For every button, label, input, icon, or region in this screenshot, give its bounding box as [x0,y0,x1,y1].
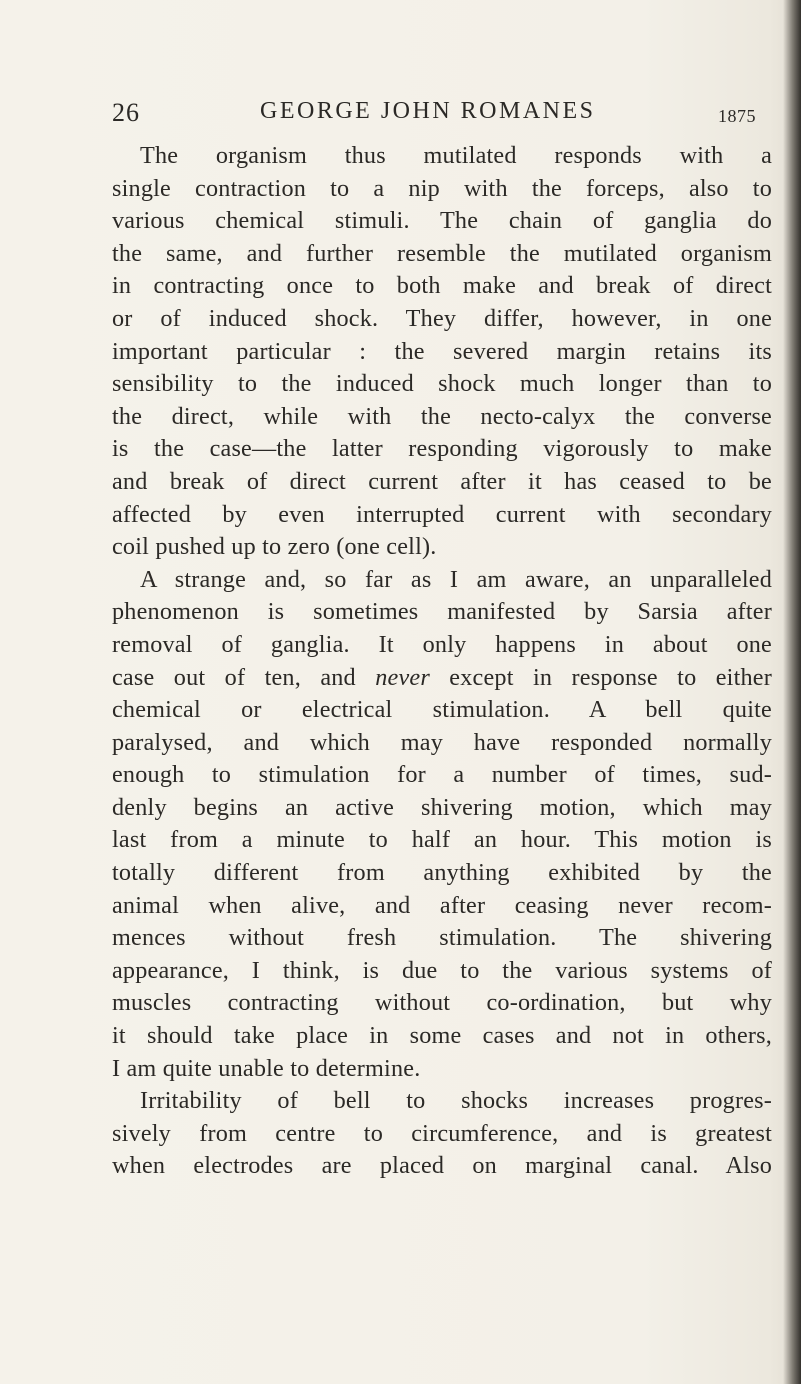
text-line: the direct, while with the necto-calyx the converse [112,402,772,430]
text-line: mences without fresh stimulation. The shivering [112,924,772,952]
page-gutter-shadow [783,0,801,1384]
running-year: 1875 [718,106,756,126]
text-line: sively from centre to circumference, and is greatest [112,1119,772,1147]
text-line: removal of ganglia. It only happens in about one [112,630,772,658]
text-line: when electrodes are placed on marginal canal. Also [112,1152,772,1180]
text-line: it should take place in some cases and not in others, [112,1022,772,1050]
running-header [112,98,772,142]
text-line: single contraction to a nip with the forceps, also to [112,174,772,202]
text-line: totally different from anything exhibited by the [112,859,772,887]
text-line: last from a minute to half an hour. This motion is [112,826,772,854]
running-title: GEORGE JOHN ROMANES [260,98,596,124]
text-line: A strange and, so far as I am aware, an unparalleled [140,565,772,593]
text-line: coil pushed up to zero (one cell). [112,533,437,561]
text-line: The organism thus mutilated responds with a [140,142,772,169]
text-line-with-italic [112,662,772,695]
text-run: case out of ten, and [112,663,376,691]
page-number: 26 [112,98,140,127]
text-line: sensibility to the induced shock much longer than to [112,370,772,398]
text-line: phenomenon is sometimes manifested by Sarsia after [112,598,772,626]
text-line: chemical or electrical stimulation. A bell quite [112,696,772,724]
text-line: in contracting once to both make and break of direct [112,272,772,300]
text-line: various chemical stimuli. The chain of ganglia do [112,207,772,235]
text-line: or of induced shock. They differ, however, in one [112,304,772,332]
text-line: Irritability of bell to shocks increases progres- [140,1087,772,1115]
text-line: the same, and further resemble the mutilated organism [112,239,772,267]
text-line: enough to stimulation for a number of times, sud- [112,761,772,789]
text-line: affected by even interrupted current with secondary [112,500,772,528]
text-line: and break of direct current after it has ceased to be [112,467,772,495]
text-line: denly begins an active shivering motion, which may [112,793,772,821]
text-line: I am quite unable to determine. [112,1054,421,1082]
text-line: animal when alive, and after ceasing never recom- [112,891,772,919]
text-line: muscles contracting without co-ordination, but why [112,989,772,1017]
italic-emphasis: never [375,663,430,691]
text-line: appearance, I think, is due to the various systems of [112,956,772,984]
text-line: paralysed, and which may have responded normally [112,728,772,756]
text-line: important particular : the severed margin retains its [112,337,772,365]
text-line: is the case—the latter responding vigorously to make [112,435,772,463]
body-text [112,140,772,1183]
text-run: except in response to either [429,663,772,691]
